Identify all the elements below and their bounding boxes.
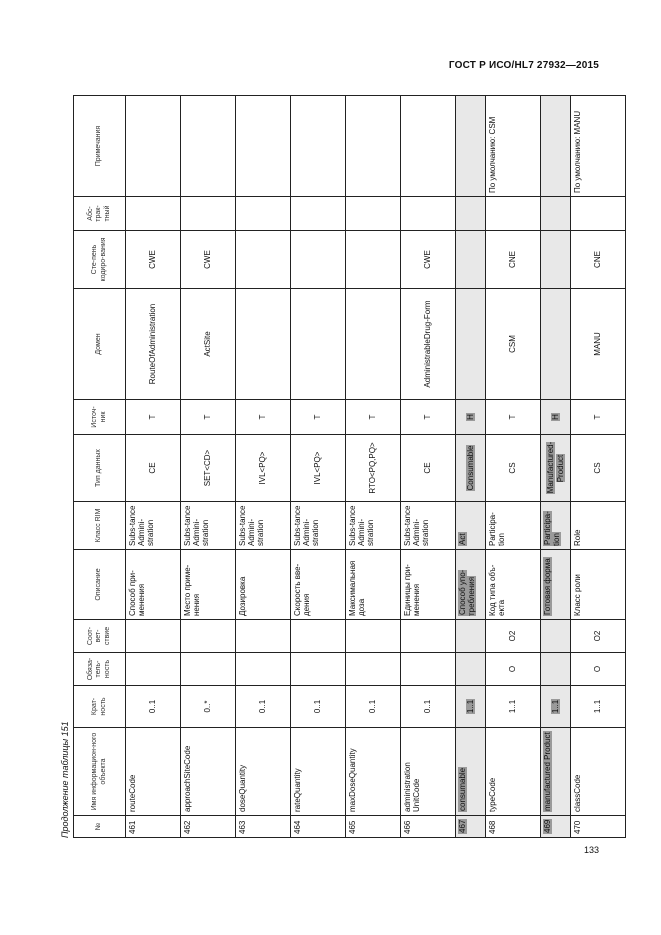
table-cell xyxy=(486,197,541,231)
cell-text: Класс роли xyxy=(573,574,582,616)
cell-text: Единицы при-менения xyxy=(403,564,422,616)
table-cell xyxy=(486,289,541,400)
cell-text: T xyxy=(148,414,158,420)
cell-text: T xyxy=(203,414,213,420)
table-cell xyxy=(126,96,181,197)
cell-text: Место приме-нения xyxy=(183,564,202,616)
table-cell xyxy=(181,289,236,400)
page-number: 133 xyxy=(583,845,599,855)
cell-text: CS xyxy=(508,462,518,474)
table-row xyxy=(126,96,181,838)
table-cell xyxy=(126,231,181,289)
col-header: Сте-пень кодиро-вания xyxy=(74,231,126,289)
cell-text: MANU xyxy=(593,332,603,356)
table-cell xyxy=(401,197,456,231)
table-cell xyxy=(486,96,541,197)
cell-text: 465 xyxy=(348,820,357,834)
table-cell xyxy=(571,653,626,686)
cell-text: По умолчанию: MANU xyxy=(573,110,582,193)
table-cell xyxy=(236,435,291,502)
table-cell xyxy=(181,653,236,686)
table-body xyxy=(126,96,626,838)
table-cell xyxy=(541,728,571,816)
cell-text: Act xyxy=(458,533,467,545)
table-cell xyxy=(126,197,181,231)
cell-text: O xyxy=(508,665,518,673)
table-cell xyxy=(181,197,236,231)
cell-text: doseQuantity xyxy=(238,764,247,812)
table-cell xyxy=(291,686,346,728)
table-cell xyxy=(541,653,571,686)
table-cell xyxy=(456,197,486,231)
table-cell xyxy=(236,728,291,816)
table-cell xyxy=(181,620,236,653)
table-cell xyxy=(456,550,486,620)
table-cell xyxy=(456,653,486,686)
table-cell xyxy=(401,816,456,838)
table-cell xyxy=(291,550,346,620)
table-cell xyxy=(541,96,571,197)
table-cell xyxy=(236,620,291,653)
table-cell xyxy=(401,400,456,435)
cell-text: 469 xyxy=(543,819,552,833)
table-cell xyxy=(541,816,571,838)
data-table xyxy=(73,95,626,838)
cell-text: approachSiteCode xyxy=(183,745,192,812)
cell-text: CE xyxy=(423,462,433,474)
table-cell xyxy=(456,620,486,653)
table-cell xyxy=(571,435,626,502)
table-cell xyxy=(236,653,291,686)
table-cell xyxy=(126,620,181,653)
table-cell xyxy=(456,96,486,197)
cell-text: maxDoseQuantity xyxy=(348,748,357,812)
cell-text: Subs-tance Admini-stration xyxy=(183,505,211,546)
table-cell xyxy=(236,550,291,620)
table-cell xyxy=(236,816,291,838)
table-cell xyxy=(456,816,486,838)
table-cell xyxy=(541,435,571,502)
table-cell xyxy=(126,435,181,502)
table-cell xyxy=(571,231,626,289)
table-cell xyxy=(456,502,486,550)
cell-text: 0..1 xyxy=(148,699,158,714)
cell-text: 0..1 xyxy=(313,699,323,714)
col-header: Домен xyxy=(74,289,126,400)
cell-text: 0..1 xyxy=(368,699,378,714)
table-cell xyxy=(541,686,571,728)
table-cell xyxy=(346,550,401,620)
table-cell xyxy=(456,289,486,400)
cell-text: Subs-tance Admini-stration xyxy=(403,505,431,546)
table-cell xyxy=(181,231,236,289)
table-cell xyxy=(126,816,181,838)
table-cell xyxy=(486,400,541,435)
table-cell xyxy=(401,231,456,289)
cell-text: ActSite xyxy=(203,331,213,357)
table-cell xyxy=(346,686,401,728)
table-cell xyxy=(181,686,236,728)
table-cell xyxy=(571,289,626,400)
col-header: Тип данных xyxy=(74,435,126,502)
table-cell xyxy=(126,686,181,728)
standard-header: ГОСТ Р ИСО/HL7 27932—2015 xyxy=(448,60,599,71)
cell-text: manufactured Product xyxy=(543,732,552,811)
table-cell xyxy=(401,686,456,728)
cell-text: 468 xyxy=(488,820,497,834)
table-cell xyxy=(291,728,346,816)
table-cell xyxy=(401,728,456,816)
cell-text: Consumable xyxy=(465,445,475,491)
table-cell xyxy=(486,435,541,502)
table-cell xyxy=(571,550,626,620)
table-cell xyxy=(236,96,291,197)
col-header: Абс-трак-тный xyxy=(74,197,126,231)
table-row xyxy=(236,96,291,838)
cell-text: Способ упо-требления xyxy=(458,569,477,616)
cell-text: Дозировка xyxy=(238,576,247,616)
cell-text: rateQuantity xyxy=(293,768,302,812)
cell-text: Скорость вве-дения xyxy=(293,563,312,616)
table-cell xyxy=(486,550,541,620)
cell-text: CS xyxy=(593,462,603,474)
cell-text: Subs-tance Admini-stration xyxy=(238,505,266,546)
table-cell xyxy=(486,816,541,838)
table-cell xyxy=(291,96,346,197)
table-cell xyxy=(181,728,236,816)
cell-text: Subs-tance Admini-stration xyxy=(293,505,321,546)
table-cell xyxy=(541,289,571,400)
cell-text: 470 xyxy=(573,820,582,834)
table-cell xyxy=(126,502,181,550)
cell-text: Subs-tance Admini-stration xyxy=(128,505,156,546)
table-cell xyxy=(401,96,456,197)
cell-text: typeCode xyxy=(488,777,497,812)
table-cell xyxy=(346,289,401,400)
table-cell xyxy=(486,620,541,653)
cell-text: T xyxy=(423,414,433,420)
table-cell xyxy=(486,231,541,289)
table-cell xyxy=(346,728,401,816)
table-cell xyxy=(236,686,291,728)
cell-text: 461 xyxy=(128,820,137,834)
table-cell xyxy=(401,289,456,400)
cell-text: По умолчанию: CSM xyxy=(488,116,497,193)
table-cell xyxy=(401,550,456,620)
cell-text: 467 xyxy=(458,819,467,833)
table-cell xyxy=(401,653,456,686)
table-cell xyxy=(456,231,486,289)
cell-text: H xyxy=(550,414,560,420)
table-cell xyxy=(291,197,346,231)
cell-text: Subs-tance Admini-stration xyxy=(348,505,376,546)
cell-text: 1..1 xyxy=(465,699,475,714)
cell-text: Готовая форма xyxy=(543,558,552,615)
cell-text: 0..* xyxy=(203,700,213,713)
cell-text: AdministrableDrug-Form xyxy=(423,300,433,388)
cell-text: 462 xyxy=(183,820,192,834)
cell-text: O2 xyxy=(593,630,603,642)
table-cell xyxy=(291,435,346,502)
table-cell xyxy=(236,400,291,435)
table-cell xyxy=(346,231,401,289)
table-cell xyxy=(541,502,571,550)
cell-text: T xyxy=(508,414,518,420)
table-cell xyxy=(346,197,401,231)
cell-text: Способ при-менения xyxy=(128,570,147,616)
cell-text: 0..1 xyxy=(423,699,433,714)
cell-text: 0..1 xyxy=(258,699,268,714)
cell-text: 463 xyxy=(238,820,247,834)
table-cell xyxy=(486,728,541,816)
cell-text: IVL<PQ> xyxy=(258,451,268,485)
table-cell xyxy=(541,197,571,231)
cell-text: CE xyxy=(148,462,158,474)
table-cell xyxy=(456,435,486,502)
table-cell xyxy=(571,816,626,838)
table-cell xyxy=(346,400,401,435)
continuation-label-wrap: Продолжение таблицы 151 xyxy=(60,721,70,838)
table-wrapper xyxy=(73,96,603,838)
table-cell xyxy=(346,816,401,838)
table-cell xyxy=(456,686,486,728)
table-row xyxy=(346,96,401,838)
table-cell xyxy=(571,400,626,435)
col-header: Соот-вет-ствие xyxy=(74,620,126,653)
table-cell xyxy=(291,653,346,686)
table-cell xyxy=(571,96,626,197)
table-cell xyxy=(486,653,541,686)
table-cell xyxy=(486,686,541,728)
table-cell xyxy=(126,400,181,435)
table-cell xyxy=(291,502,346,550)
table-cell xyxy=(346,435,401,502)
cell-text: consumable xyxy=(458,767,467,811)
table-cell xyxy=(291,816,346,838)
cell-text: 1..1 xyxy=(593,699,603,714)
table-row xyxy=(541,96,571,838)
table-cell xyxy=(181,96,236,197)
cell-text: RouteOfAdministration xyxy=(148,303,158,385)
cell-text: 1..1 xyxy=(550,699,560,714)
table-cell xyxy=(486,502,541,550)
cell-text: administration UnitCode xyxy=(403,762,422,812)
table-cell xyxy=(346,620,401,653)
table-cell xyxy=(571,620,626,653)
cell-text: CSM xyxy=(508,335,518,353)
table-cell xyxy=(236,197,291,231)
cell-text: routeCode xyxy=(128,774,137,812)
table-cell xyxy=(126,728,181,816)
table-row xyxy=(181,96,236,838)
table-cell xyxy=(291,289,346,400)
cell-text: CWE xyxy=(203,250,213,269)
table-cell xyxy=(571,686,626,728)
cell-text: H xyxy=(465,414,475,420)
table-cell xyxy=(126,550,181,620)
cell-text: 1..1 xyxy=(508,699,518,714)
col-header: Источ-ник xyxy=(74,400,126,435)
cell-text: O xyxy=(593,665,603,673)
table-cell xyxy=(291,231,346,289)
col-header: Класс RIM xyxy=(74,502,126,550)
table-cell xyxy=(181,550,236,620)
cell-text: Максимальная доза xyxy=(348,560,367,616)
col-header: № xyxy=(74,816,126,838)
col-header: Описание xyxy=(74,550,126,620)
table-row xyxy=(401,96,456,838)
table-cell xyxy=(401,502,456,550)
table-row xyxy=(486,96,541,838)
table-cell xyxy=(346,653,401,686)
table-cell xyxy=(401,435,456,502)
cell-text: RTO<PQ,PQ> xyxy=(368,442,378,494)
col-header: Обяза-тель-ность xyxy=(74,653,126,686)
table-row xyxy=(571,96,626,838)
cell-text: T xyxy=(313,414,323,420)
col-header: Имя информацион-ного объекта xyxy=(74,728,126,816)
cell-text: Manufactured-Product xyxy=(546,441,565,494)
table-cell xyxy=(236,502,291,550)
table-cell xyxy=(291,400,346,435)
table-cell xyxy=(126,289,181,400)
header-row xyxy=(74,96,126,838)
table-cell xyxy=(181,502,236,550)
cell-text: Код типа объ-екта xyxy=(488,564,507,616)
cell-text: 464 xyxy=(293,820,302,834)
table-cell xyxy=(541,231,571,289)
cell-text: Participa-tion xyxy=(488,512,507,546)
table-cell xyxy=(541,550,571,620)
table-cell xyxy=(126,653,181,686)
cell-text: CNE xyxy=(508,251,518,268)
col-header: Примечания xyxy=(74,96,126,197)
table-row xyxy=(456,96,486,838)
table-cell xyxy=(401,620,456,653)
table-cell xyxy=(571,728,626,816)
table-cell xyxy=(181,816,236,838)
table-cell xyxy=(456,400,486,435)
table-cell xyxy=(456,728,486,816)
table-cell xyxy=(181,400,236,435)
table-row xyxy=(291,96,346,838)
table-cell xyxy=(236,231,291,289)
table-cell xyxy=(291,620,346,653)
cell-text: T xyxy=(593,414,603,420)
cell-text: IVL<PQ> xyxy=(313,451,323,485)
cell-text: T xyxy=(368,414,378,420)
cell-text: 466 xyxy=(403,820,412,834)
cell-text: O2 xyxy=(508,630,518,642)
cell-text: T xyxy=(258,414,268,420)
table-cell xyxy=(541,620,571,653)
table-cell xyxy=(346,502,401,550)
table-cell xyxy=(571,502,626,550)
cell-text: Role xyxy=(573,529,582,546)
table-cell xyxy=(571,197,626,231)
table-cell xyxy=(346,96,401,197)
cell-text: Participa-tion xyxy=(543,511,562,546)
table-cell xyxy=(236,289,291,400)
cell-text: CNE xyxy=(593,251,603,268)
cell-text: SET<CD> xyxy=(203,449,213,487)
table-cell xyxy=(181,435,236,502)
cell-text: CWE xyxy=(148,250,158,269)
cell-text: classCode xyxy=(573,774,582,812)
cell-text: CWE xyxy=(423,250,433,269)
table-cell xyxy=(541,400,571,435)
col-header: Крат-ность xyxy=(74,686,126,728)
